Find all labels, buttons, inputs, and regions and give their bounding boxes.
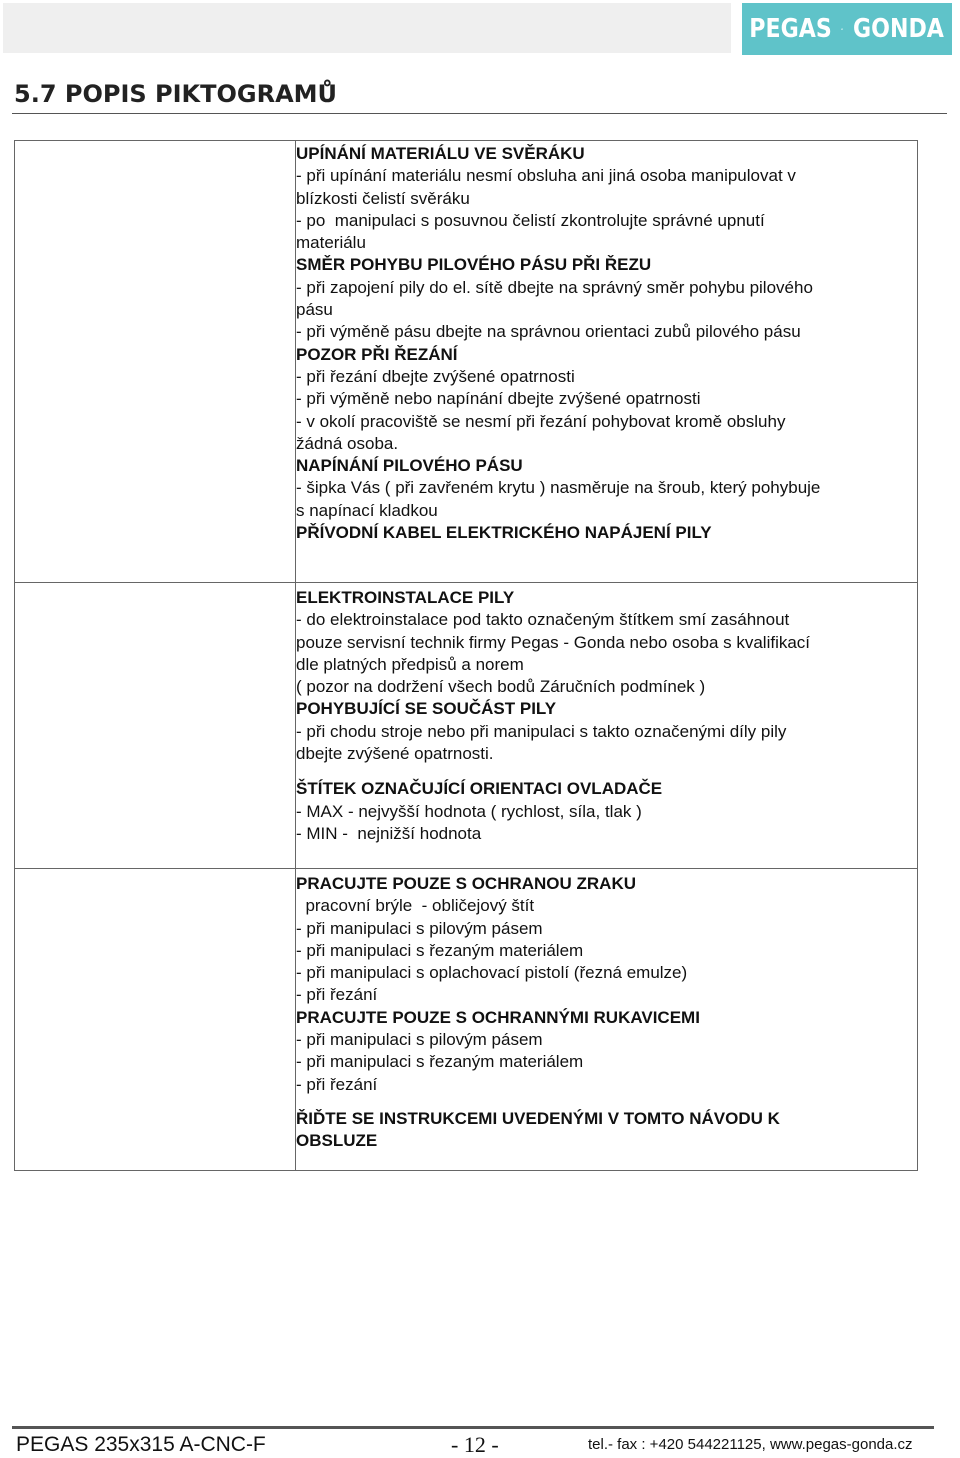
pictogram-description [296,698,917,765]
description-line: dbejte zvýšené opatrnosti. [296,744,494,764]
description-line: - při výměně pásu dbejte na správnou orientaci zubů pilového pásu [296,322,801,342]
description-line: - po manipulaci s posuvnou čelistí zkontrolujte správné upnutí [296,210,765,230]
description-cell [296,141,918,583]
section-title: 5.7 POPIS PIKTOGRAMŮ [14,80,338,108]
description-line: OBSLUZE [296,1131,378,1151]
description-heading: ELEKTROINSTALACE PILY [296,588,515,607]
description-line: - při manipulaci s řezaným materiálem [296,1052,584,1072]
pegasus-icon [841,12,843,46]
pictogram-description [296,778,917,845]
footer-divider [12,1426,934,1429]
row-3-blocks [296,869,917,1153]
description-line: s napínací kladkou [296,500,438,520]
pictogram-cell [15,869,296,1171]
description-heading: POHYBUJÍCÍ SE SOUČÁST PILY [296,699,557,719]
pictogram-description [296,455,917,522]
description-line: - v okolí pracoviště se nesmí při řezání pohybovat kromě obsluhy [296,411,786,431]
description-line: - při upínání materiálu nesmí obsluha ani jiná osoba manipulovat v [296,166,796,186]
pictogram-description [296,254,917,343]
description-line: - při výměně nebo napínání dbejte zvýšené opatrnosti [296,389,701,409]
description-line: - při řezání [296,1074,378,1094]
description-line: pouze servisní technik firmy Pegas - Gonda nebo osoba s kvalifikací [296,632,811,652]
description-line: - MIN - nejnižší hodnota [296,823,482,843]
description-line: - při manipulaci s pilovým pásem [296,918,543,938]
description-line: - při manipulaci s oplachovací pistolí (řezná emulze) [296,963,688,983]
description-heading: POZOR PŘI ŘEZÁNÍ [296,344,458,364]
pictogram-description [296,344,917,455]
description-line: - při chodu stroje nebo při manipulaci s takto označenými díly pily [296,721,787,741]
description-line: - při zapojení pily do el. sítě dbejte na správný směr pohybu pilového [296,277,813,297]
description-line: - šipka Vás ( při zavřeném krytu ) nasměruje na šroub, který pohybuje [296,478,821,498]
description-cell [296,583,918,869]
pictogram-cell [15,583,296,869]
description-heading: UPÍNÁNÍ MATERIÁLU VE SVĚRÁKU [296,144,585,163]
description-line: materiálu [296,233,366,253]
pictogram-description [296,143,917,254]
pictogram-description [296,873,917,1007]
description-line: - při manipulaci s řezaným materiálem [296,940,584,960]
description-line: blízkosti čelistí svěráku [296,188,470,208]
pictogram-description [296,1108,917,1153]
description-line: dle platných předpisů a norem [296,654,524,674]
row-1-blocks [296,141,917,544]
description-line: - do elektroinstalace pod takto označeným štítkem smí zasáhnout [296,610,790,630]
description-heading: NAPÍNÁNÍ PILOVÉHO PÁSU [296,456,523,476]
description-line: - MAX - nejvyšší hodnota ( rychlost, síla, tlak ) [296,801,642,821]
description-line: - při řezání [296,985,378,1005]
description-heading: ŘIĎTE SE INSTRUKCEMI UVEDENÝMI V TOMTO NÁVODU K [296,1108,780,1128]
description-heading: PRACUJTE POUZE S OCHRANOU ZRAKU [296,874,637,893]
description-line: - při manipulaci s pilovým pásem [296,1030,543,1050]
logo-brand: PEGAS [749,14,832,44]
page-number: - 12 - [451,1432,499,1457]
table-row [15,583,918,869]
header-band [3,3,731,53]
pictogram-cell [15,141,296,583]
table-row [15,869,918,1171]
pictogram-description [296,587,917,698]
footer-contact: tel.- fax : +420 544221125, www.pegas-gonda.cz [588,1436,913,1453]
description-heading: SMĚR POHYBU PILOVÉHO PÁSU PŘI ŘEZU [296,255,652,275]
pictogram-table [14,140,918,1171]
description-line: pásu [296,300,333,320]
pictogram-description [296,522,917,544]
description-cell [296,869,918,1171]
description-line: - při řezání dbejte zvýšené opatrnosti [296,366,575,386]
description-line: žádná osoba. [296,433,399,453]
footer-model: PEGAS 235x315 A-CNC-F [16,1433,266,1456]
description-line: pracovní brýle - obličejový štít [296,896,535,916]
description-line: ( pozor na dodržení všech bodů Záručních podmínek ) [296,677,706,697]
company-logo [742,3,952,55]
description-heading: PRACUJTE POUZE S OCHRANNÝMI RUKAVICEMI [296,1007,700,1027]
table-row [15,141,918,583]
row-2-blocks [296,583,917,845]
title-divider [12,113,947,114]
logo-brand-2: GONDA [853,14,944,44]
description-heading: PŘÍVODNÍ KABEL ELEKTRICKÉHO NAPÁJENÍ PILY [296,523,712,543]
description-heading: ŠTÍTEK OZNAČUJÍCÍ ORIENTACI OVLADAČE [296,779,663,799]
pictogram-description [296,1007,917,1096]
